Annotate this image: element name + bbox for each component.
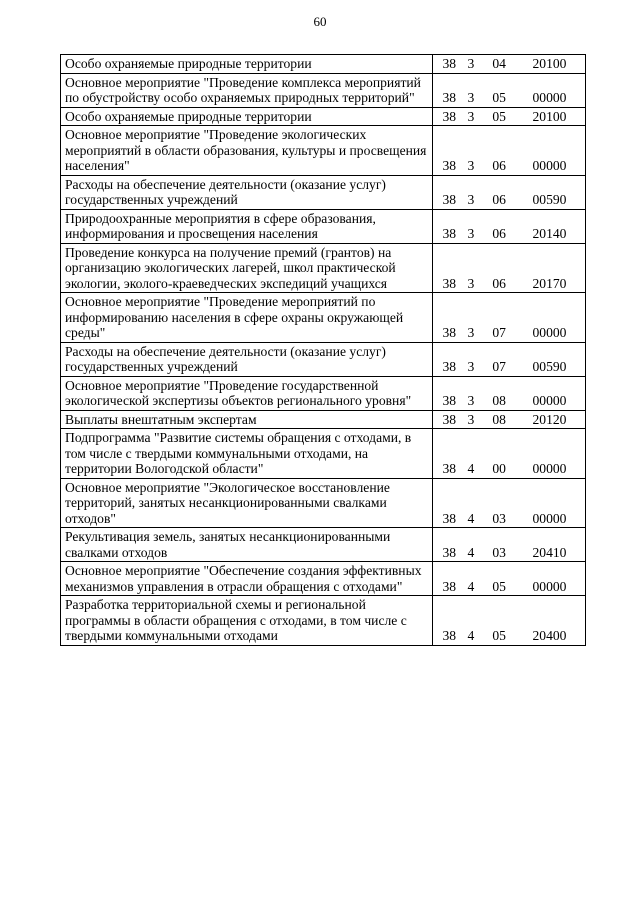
- table-row: [61, 528, 586, 562]
- subprogram-code: 3: [467, 275, 475, 291]
- table-body: [61, 55, 586, 646]
- program-code: 38: [442, 578, 457, 594]
- table-row: [61, 107, 586, 126]
- code-group: [437, 276, 581, 292]
- subprogram-code: 3: [467, 56, 475, 71]
- subprogram-code: 3: [467, 158, 475, 173]
- table-row: [61, 342, 586, 376]
- expense-item-name: Основное мероприятие "Обеспечение создания эффективных механизмов управления в отрасли обращения с отходами": [61, 562, 433, 596]
- direction-code: 00000: [532, 510, 567, 526]
- code-group: [437, 511, 581, 527]
- program-code: 38: [442, 510, 457, 526]
- classification-codes: [433, 209, 586, 243]
- program-code: 38: [442, 56, 457, 71]
- subprogram-code: 3: [467, 108, 475, 124]
- subprogram-code: 3: [467, 325, 475, 340]
- code-group: [437, 192, 581, 208]
- program-code: 38: [442, 108, 457, 124]
- code-group: [437, 325, 581, 341]
- activity-code: 05: [492, 578, 506, 594]
- program-code: 38: [442, 325, 457, 340]
- classification-codes: [433, 342, 586, 376]
- program-code: 38: [442, 90, 457, 105]
- expense-item-name: Особо охраняемые природные территории: [61, 55, 433, 74]
- subprogram-code: 3: [467, 226, 475, 241]
- program-code: 38: [442, 411, 457, 427]
- program-code: 38: [442, 192, 457, 207]
- program-code: 38: [442, 158, 457, 173]
- direction-code: 00590: [532, 359, 567, 374]
- code-group: [437, 226, 581, 242]
- subprogram-code: 3: [467, 192, 475, 207]
- expense-item-name: Расходы на обеспечение деятельности (оказание услуг) государственных учреждений: [61, 342, 433, 376]
- program-code: 38: [442, 393, 457, 408]
- expense-item-name: Проведение конкурса на получение премий (грантов) на организацию экологических лагерей, школ практической экологии, эколого-краеведческих экспедиций учащихся: [61, 243, 433, 293]
- code-group: [437, 412, 581, 428]
- classification-codes: [433, 175, 586, 209]
- activity-code: 08: [492, 393, 506, 408]
- classification-codes: [433, 126, 586, 176]
- direction-code: 00000: [532, 578, 567, 594]
- expense-item-name: Основное мероприятие "Экологическое восстановление территорий, занятых несанкционированными свалками отходов": [61, 478, 433, 528]
- table-row: [61, 562, 586, 596]
- subprogram-code: 4: [467, 628, 475, 643]
- activity-code: 06: [492, 275, 506, 291]
- classification-codes: [433, 562, 586, 596]
- direction-code: 20100: [532, 56, 567, 71]
- classification-codes: [433, 478, 586, 528]
- code-group: [437, 109, 581, 125]
- table-row: [61, 410, 586, 429]
- direction-code: 20120: [532, 411, 567, 427]
- classification-codes: [433, 55, 586, 74]
- code-group: [437, 56, 581, 72]
- code-group: [437, 545, 581, 561]
- direction-code: 00590: [532, 192, 567, 207]
- direction-code: 20140: [532, 226, 567, 241]
- activity-code: 00: [492, 461, 506, 476]
- activity-code: 05: [492, 628, 506, 643]
- expense-item-name: Расходы на обеспечение деятельности (оказание услуг) государственных учреждений: [61, 175, 433, 209]
- activity-code: 05: [492, 108, 506, 124]
- direction-code: 00000: [532, 90, 567, 105]
- expense-item-name: Основное мероприятие "Проведение комплекса мероприятий по обустройству особо охраняемых природных территорий": [61, 73, 433, 107]
- classification-codes: [433, 596, 586, 646]
- code-group: [437, 393, 581, 409]
- activity-code: 07: [492, 359, 506, 374]
- activity-code: 08: [492, 411, 506, 427]
- table-row: [61, 73, 586, 107]
- activity-code: 03: [492, 544, 506, 560]
- subprogram-code: 4: [467, 510, 475, 526]
- subprogram-code: 4: [467, 461, 475, 476]
- table-row: [61, 126, 586, 176]
- code-group: [437, 90, 581, 106]
- expense-item-name: Выплаты внештатным экспертам: [61, 410, 433, 429]
- direction-code: 00000: [532, 393, 567, 408]
- budget-classification-table: [60, 54, 586, 646]
- direction-code: 00000: [532, 325, 567, 340]
- classification-codes: [433, 73, 586, 107]
- expense-item-name: Подпрограмма "Развитие системы обращения с отходами, в том числе с твердыми коммунальными отходами, на территории Вологодской области": [61, 429, 433, 479]
- subprogram-code: 3: [467, 90, 475, 105]
- expense-item-name: Природоохранные мероприятия в сфере образования, информирования и просвещения населения: [61, 209, 433, 243]
- code-group: [437, 628, 581, 644]
- classification-codes: [433, 293, 586, 343]
- activity-code: 03: [492, 510, 506, 526]
- expense-item-name: Основное мероприятие "Проведение государственной экологической экспертизы объектов регионального уровня": [61, 376, 433, 410]
- code-group: [437, 359, 581, 375]
- subprogram-code: 3: [467, 411, 475, 427]
- table-row: [61, 209, 586, 243]
- classification-codes: [433, 410, 586, 429]
- expense-item-name: Основное мероприятие "Проведение экологических мероприятий в области образования, культуры и просвещения населения": [61, 126, 433, 176]
- program-code: 38: [442, 628, 457, 643]
- program-code: 38: [442, 226, 457, 241]
- direction-code: 20100: [532, 108, 567, 124]
- program-code: 38: [442, 544, 457, 560]
- subprogram-code: 4: [467, 544, 475, 560]
- direction-code: 20410: [532, 544, 567, 560]
- expense-item-name: Основное мероприятие "Проведение мероприятий по информированию населения в сфере охраны окружающей среды": [61, 293, 433, 343]
- classification-codes: [433, 376, 586, 410]
- direction-code: 00000: [532, 158, 567, 173]
- table-row: [61, 478, 586, 528]
- table-row: [61, 175, 586, 209]
- direction-code: 20170: [532, 275, 567, 291]
- direction-code: 00000: [532, 461, 567, 476]
- expense-item-name: Разработка территориальной схемы и региональной программы в области обращения с отходами, в том числе с твердыми коммунальными отходами: [61, 596, 433, 646]
- table-row: [61, 243, 586, 293]
- activity-code: 06: [492, 226, 506, 241]
- subprogram-code: 4: [467, 578, 475, 594]
- table-row: [61, 596, 586, 646]
- program-code: 38: [442, 359, 457, 374]
- classification-codes: [433, 243, 586, 293]
- code-group: [437, 579, 581, 595]
- code-group: [437, 158, 581, 174]
- subprogram-code: 3: [467, 359, 475, 374]
- expense-item-name: Рекультивация земель, занятых несанкционированными свалками отходов: [61, 528, 433, 562]
- program-code: 38: [442, 275, 457, 291]
- direction-code: 20400: [532, 628, 567, 643]
- activity-code: 04: [492, 56, 506, 71]
- classification-codes: [433, 528, 586, 562]
- code-group: [437, 461, 581, 477]
- table-row: [61, 429, 586, 479]
- table-row: [61, 376, 586, 410]
- classification-codes: [433, 107, 586, 126]
- table-row: [61, 55, 586, 74]
- expense-item-name: Особо охраняемые природные территории: [61, 107, 433, 126]
- page-number: 60: [313, 14, 327, 29]
- table-row: [61, 293, 586, 343]
- classification-codes: [433, 429, 586, 479]
- activity-code: 07: [492, 325, 506, 340]
- activity-code: 06: [492, 192, 506, 207]
- subprogram-code: 3: [467, 393, 475, 408]
- activity-code: 06: [492, 158, 506, 173]
- program-code: 38: [442, 461, 457, 476]
- activity-code: 05: [492, 90, 506, 105]
